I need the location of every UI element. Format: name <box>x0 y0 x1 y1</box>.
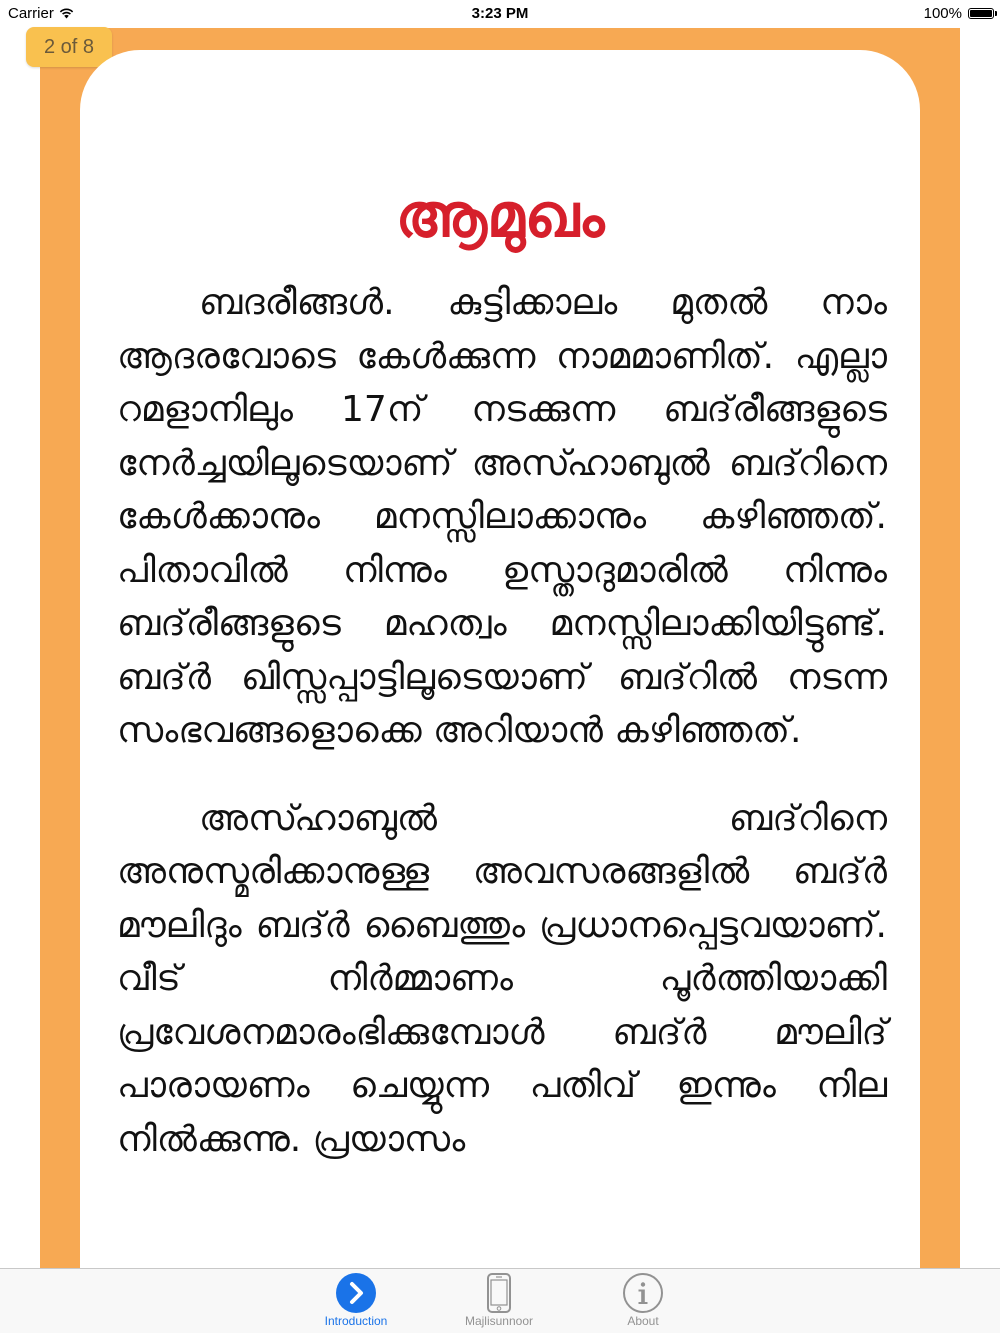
tab-bar <box>0 1268 1000 1333</box>
page-title: ആമുഖം <box>395 181 605 251</box>
tab-about[interactable] <box>583 1269 703 1333</box>
tab-majlisunnoor[interactable] <box>439 1269 559 1333</box>
carrier-label: Carrier <box>8 5 54 22</box>
page-counter: 2 of 8 <box>26 27 112 67</box>
info-icon <box>622 1272 664 1314</box>
tab-introduction[interactable] <box>296 1269 416 1333</box>
chevron-right-circle-icon <box>335 1272 377 1314</box>
battery-status <box>924 5 994 22</box>
status-bar <box>0 0 1000 28</box>
status-time: 3:23 PM <box>471 5 529 22</box>
page-body <box>117 276 887 1200</box>
tab-label: Majlisunnoor <box>464 1314 534 1328</box>
battery-percent: 100% <box>923 5 962 22</box>
paragraph: ബദരീങ്ങൾ. കുട്ടിക്കാലം മുതൽ നാം ആദരവോടെ കേൾക്കുന്ന നാമമാണിത്. എല്ലാ റമളാനിലും 17ന് നടക്കുന്ന ബദ്‌രീങ്ങളുടെ നേർച്ചയിലൂടെയാണ് അസ്ഹാബുൽ ബദ്‌റിനെ കേൾക്കാനും മനസ്സിലാക്കാനും കഴിഞ്ഞത്. പിതാവിൽ നിന്നും ഉസ്താദുമാരിൽ നിന്നും ബദ്‌രീങ്ങളുടെ മഹത്വം മനസ്സിലാക്കിയിട്ടുണ്ട്. ബദ്ർ ഖിസ്സപ്പാട്ടിലൂടെയാണ് ബദ്‌റിൽ നടന്ന സംഭവങ്ങളൊക്കെ അറിയാൻ കഴിഞ്ഞത്. <box>117 282 887 751</box>
tab-label: About <box>627 1314 659 1328</box>
battery-icon <box>968 8 994 19</box>
paragraph: അസ്ഹാബുൽ ബദ്‌റിനെ അനുസ്മരിക്കാനുള്ള അവസരങ്ങളിൽ ബദ്ർ മൗലിദും ബദ്ർ ബൈത്തും പ്രധാനപ്പെട്ടവയാണ്. വീട് നിർമ്മാണം പൂർത്തിയാക്കി പ്രവേശനമാരംഭിക്കുമ്പോൾ ബദ്ർ മൗലിദ് പാരായണം ചെയ്യുന്ന പതിവ് ഇന്നും നില നിൽക്കുന്നു. പ്രയാസം <box>117 797 887 1160</box>
tab-label: Introduction <box>324 1314 388 1328</box>
phone-icon <box>484 1272 514 1314</box>
